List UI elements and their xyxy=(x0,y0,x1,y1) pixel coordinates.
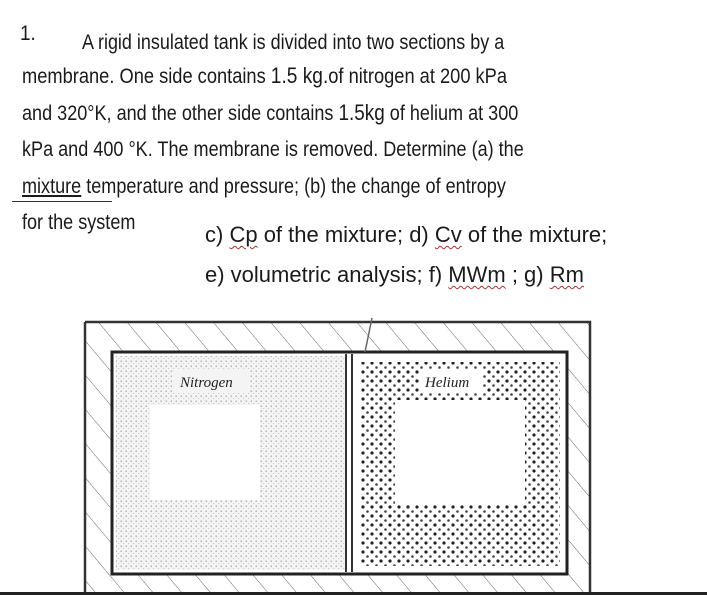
page-bottom-border xyxy=(0,592,707,595)
line-6c-pre: c) xyxy=(205,222,230,247)
mixture-word: mixture xyxy=(22,175,82,198)
line-6c-mid: of the mixture; d) xyxy=(257,222,435,247)
cv-symbol: Cv xyxy=(434,222,462,247)
problem-number: 1. xyxy=(20,22,36,45)
line-2-part-c: of nitrogen at 200 kPa xyxy=(328,65,508,88)
mass-helium: 1.5kg xyxy=(338,100,385,125)
mwm-symbol: MWm xyxy=(448,262,506,287)
cp-symbol: Cp xyxy=(229,222,258,247)
line-2-part-a: membrane. One side contains xyxy=(22,65,271,88)
line-3-part-c: of helium at 300 xyxy=(384,102,519,125)
rm-symbol: Rm xyxy=(549,262,584,287)
line-6c-post: of the mixture; xyxy=(461,222,608,247)
mass-nitrogen: 1.5 kg. xyxy=(270,63,329,88)
line-3-part-a: and 320°K, and the other side contains xyxy=(22,102,339,125)
problem-line-6: for the system xyxy=(22,211,136,234)
line-7-mid: ; g) xyxy=(505,262,550,287)
nitrogen-label: Nitrogen xyxy=(180,375,233,391)
problem-line-4: kPa and 400 °K. The membrane is removed. Determine (a) the xyxy=(22,138,524,161)
helium-label: Helium xyxy=(425,375,470,391)
problem-line-1: A rigid insulated tank is divided into two sections by a xyxy=(82,31,505,54)
helium-section xyxy=(360,362,560,566)
line-5-part-b: temperature and pressure; (b) the change of entropy xyxy=(81,175,506,198)
line-7-pre: e) volumetric analysis; f) xyxy=(205,262,449,287)
